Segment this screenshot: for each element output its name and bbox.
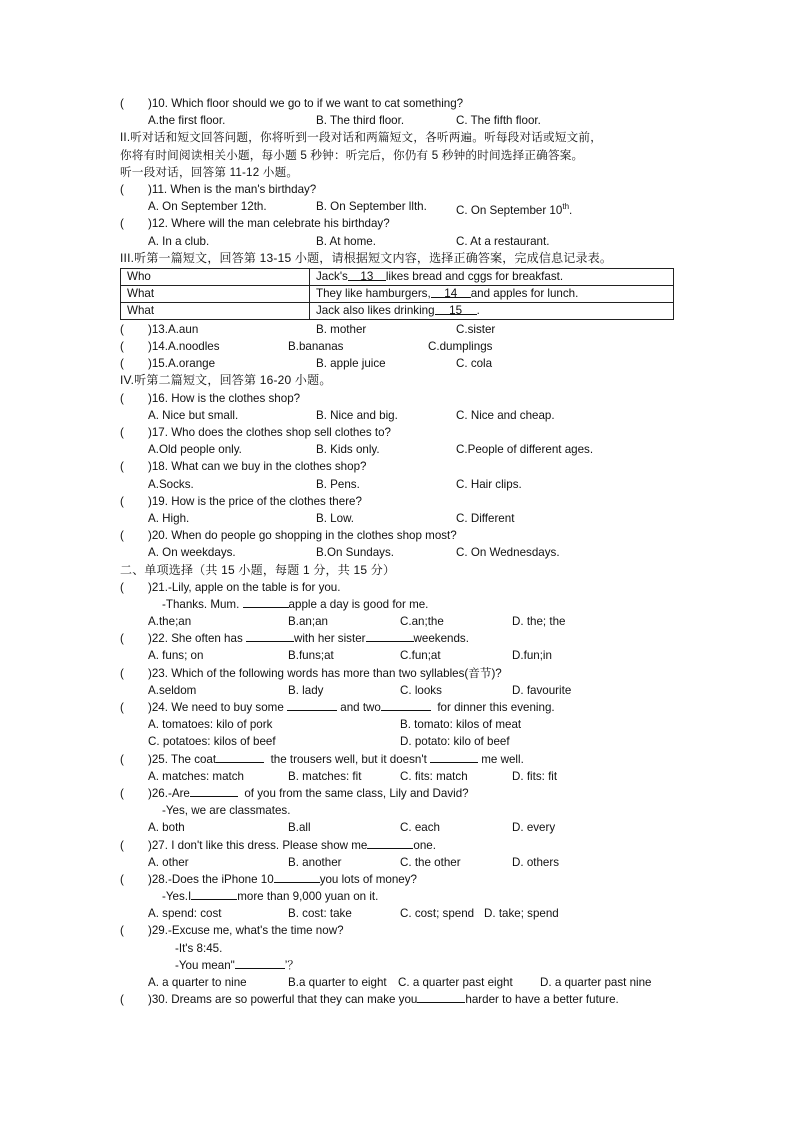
option-b: B. another <box>288 855 342 869</box>
options-19 <box>120 510 680 527</box>
table-key: What <box>121 302 310 319</box>
question-16 <box>120 390 680 407</box>
question-29-line-3 <box>120 957 680 974</box>
question-21 <box>120 579 680 596</box>
options-22 <box>120 647 680 664</box>
question-20 <box>120 527 680 544</box>
fill-blank[interactable] <box>287 699 337 711</box>
question-text <box>148 871 417 888</box>
stem-text: )22. She often has <box>148 632 243 646</box>
table-row <box>121 268 674 285</box>
option-a: A. spend: cost <box>148 907 222 921</box>
answer-paren[interactable]: ( <box>120 924 124 938</box>
option-c: C.sister <box>456 322 496 336</box>
question-14 <box>120 338 680 355</box>
fill-blank[interactable] <box>274 871 320 883</box>
option-c: C. potatoes: kilos of beef <box>148 735 276 749</box>
option-c: C. cola <box>456 357 493 371</box>
dialogue-line: -Yes, we are classmates. <box>162 804 291 818</box>
option-a: A. Nice but small. <box>148 408 239 422</box>
option-b: B.all <box>288 821 311 835</box>
option-c: C.fun;at <box>400 649 441 663</box>
table-key: What <box>121 285 310 302</box>
question-text: )29.-Excuse me, what's the time now? <box>148 924 344 938</box>
value-text: They like hamburgers, <box>316 286 431 300</box>
question-24 <box>120 699 680 716</box>
stem-text: )26.-Are <box>148 786 190 800</box>
fill-blank[interactable] <box>235 957 285 969</box>
dialogue-line <box>162 596 428 613</box>
fill-blank[interactable] <box>243 596 289 608</box>
option-b: B.bananas <box>288 340 344 354</box>
stem-text: harder to have a better future. <box>465 993 619 1007</box>
section-4-title: IV.听第二篇短文，回答第 16-20 小题。 <box>120 373 332 388</box>
ordinal-suffix: th <box>562 202 570 212</box>
question-text: )11. When is the man's birthday? <box>148 182 317 196</box>
question-13 <box>120 321 680 338</box>
value-text: . <box>476 303 480 317</box>
answer-paren[interactable]: ( <box>120 632 124 646</box>
info-record-table <box>120 268 674 320</box>
dialogue-text: ’？ <box>284 958 299 972</box>
fill-blank[interactable] <box>381 699 431 711</box>
option-a: A. tomatoes: kilo of pork <box>148 718 273 732</box>
stem-text: of you from the same class, Lily and David? <box>244 786 469 800</box>
stem-text: )28.-Does the iPhone 10 <box>148 872 274 886</box>
options-28 <box>120 905 680 922</box>
option-b: B.a quarter to eight <box>288 976 387 989</box>
options-11 <box>120 198 680 215</box>
question-text: )23. Which of the following words has more than two syllables(音节)? <box>148 666 502 680</box>
answer-paren[interactable]: ( <box>120 701 124 714</box>
stem-text: one. <box>413 838 436 852</box>
option-a: A. funs; on <box>148 649 204 663</box>
section-3-title: III.听第一篇短文，回答第 13-15 小题，请根据短文内容，选择正确答案，完成信息记录表。 <box>120 250 613 265</box>
stem-text: weekends. <box>413 632 469 646</box>
answer-paren[interactable]: ( <box>120 322 124 336</box>
option-c: C. Different <box>456 511 515 525</box>
blank-15[interactable] <box>435 303 477 315</box>
question-text <box>148 837 436 854</box>
options-23 <box>120 682 680 699</box>
value-text: Jack's <box>316 269 348 283</box>
option-b: B. On September llth. <box>316 200 427 214</box>
answer-paren[interactable]: ( <box>120 580 124 594</box>
option-b: B.funs;at <box>288 649 334 663</box>
blank-number: 14 <box>444 286 458 300</box>
option-c: C.an;the <box>400 615 444 629</box>
question-text <box>148 630 469 647</box>
option-d: D. a quarter past nine <box>540 976 652 989</box>
option-b: B. tomato: kilos of meat <box>400 718 522 732</box>
option-b: B.an;an <box>288 615 328 629</box>
options-18 <box>120 476 680 493</box>
fill-blank[interactable] <box>246 630 294 642</box>
options-26 <box>120 819 680 836</box>
option-d: D. the; the <box>512 615 566 629</box>
question-text: )15.A.orange <box>148 357 216 371</box>
options-24-row-2 <box>120 733 680 750</box>
exam-page <box>120 95 680 1008</box>
question-text: )10. Which floor should we go to if we want to cat something? <box>148 97 464 110</box>
option-b: B. Low. <box>316 511 355 525</box>
stem-text: the trousers well, but it doesn't <box>270 752 427 766</box>
option-a: A. In a club. <box>148 234 210 248</box>
option-c: C.People of different ages. <box>456 443 594 457</box>
options-16 <box>120 407 680 424</box>
table-row <box>121 285 674 302</box>
fill-blank[interactable] <box>216 751 264 763</box>
answer-paren[interactable]: ( <box>120 357 124 371</box>
dialogue-text: apple a day is good for me. <box>288 597 429 611</box>
fill-blank[interactable] <box>190 785 238 797</box>
option-a: A.the;an <box>148 615 192 629</box>
option-d: D. others <box>512 855 560 869</box>
section-2-instruction-3: 听一段对话，回答第 11-12 小题。 <box>120 165 299 179</box>
question-28 <box>120 871 680 888</box>
option-c: C. The fifth floor. <box>456 114 541 128</box>
question-text <box>148 991 619 1008</box>
blank-13[interactable] <box>348 269 386 281</box>
options-17 <box>120 441 680 458</box>
table-key: Who <box>121 268 310 285</box>
question-27 <box>120 837 680 854</box>
option-b: B. Nice and big. <box>316 408 398 422</box>
option-d: D. potato: kilo of beef <box>400 735 510 749</box>
stem-text: you lots of money? <box>319 872 418 886</box>
option-b: B. matches: fit <box>288 769 362 783</box>
answer-paren[interactable]: ( <box>120 391 124 405</box>
question-26 <box>120 785 680 802</box>
option-c: C. looks <box>400 683 442 697</box>
option-d: D. favourite <box>512 683 572 697</box>
options-25 <box>120 768 680 785</box>
dialogue-text: more than 9,000 yuan on it. <box>237 890 379 904</box>
option-a: A. other <box>148 855 189 869</box>
question-text: )16. How is the clothes shop? <box>148 391 301 405</box>
table-row <box>121 302 674 319</box>
option-a: A.the first floor. <box>148 114 226 128</box>
question-text: )21.-Lily, apple on the table is for you. <box>148 580 341 594</box>
fill-blank[interactable] <box>366 630 414 642</box>
answer-paren[interactable]: ( <box>120 494 124 508</box>
question-19 <box>120 493 680 510</box>
option-a: A. a quarter to nine <box>148 976 247 989</box>
option-c: C. Hair clips. <box>456 477 522 491</box>
answer-paren[interactable]: ( <box>120 872 124 886</box>
answer-paren[interactable]: ( <box>120 786 124 800</box>
option-a: A. On weekdays. <box>148 546 236 560</box>
options-10 <box>120 112 680 129</box>
stem-text: )30. Dreams are so powerful that they can make you <box>148 993 418 1007</box>
option-c: C. At a restaurant. <box>456 234 550 248</box>
option-c: C. fits: match <box>400 769 468 783</box>
option-d: D. take; spend <box>484 907 559 921</box>
blank-14[interactable] <box>431 286 471 298</box>
option-a: A.Old people only. <box>148 443 242 457</box>
question-text <box>148 751 524 768</box>
answer-paren[interactable]: ( <box>120 460 124 474</box>
answer-paren[interactable]: ( <box>120 426 124 439</box>
table-value <box>310 268 674 285</box>
option-b: B. cost: take <box>288 907 352 921</box>
option-a: A.seldom <box>148 683 197 697</box>
option-c: C.dumplings <box>428 340 493 354</box>
options-21 <box>120 613 680 630</box>
blank-number: 15 <box>449 303 463 317</box>
option-a: A. both <box>148 821 185 835</box>
dialogue-text: -Yes.I <box>162 890 192 904</box>
option-b: B. At home. <box>316 234 376 248</box>
stem-text: with her sister <box>293 632 366 646</box>
question-10 <box>120 95 680 112</box>
dialogue-text: -Thanks. Mum. <box>162 597 240 611</box>
question-29-line-2 <box>120 940 680 957</box>
grammar-section-title: 二、单项选择（共 15 小题，每题 1 分，共 15 分） <box>120 562 396 577</box>
stem-text: for dinner this evening. <box>437 701 555 714</box>
options-20 <box>120 544 680 561</box>
question-25 <box>120 751 680 768</box>
option-c: C. each <box>400 821 440 835</box>
option-b: B. lady <box>288 683 324 697</box>
option-b: B.On Sundays. <box>316 546 394 560</box>
value-text: and apples for lunch. <box>470 286 579 300</box>
option-b: B. mother <box>316 322 367 336</box>
stem-text: )25. The coat <box>148 752 217 766</box>
answer-paren[interactable]: ( <box>120 182 124 196</box>
table-value <box>310 302 674 319</box>
blank-number: 13 <box>360 269 374 283</box>
question-text <box>148 699 555 716</box>
answer-paren[interactable]: ( <box>120 340 124 354</box>
option-c: C. cost; spend <box>400 907 475 921</box>
section-2-instruction-1: II.听对话和短文回答问题，你将听到一段对话和两篇短文，各听两遍。听每段对话或短文前， <box>120 131 603 145</box>
question-21-line-2 <box>120 596 680 613</box>
question-text: )12. Where will the man celebrate his birthday? <box>148 217 390 231</box>
question-29 <box>120 922 680 939</box>
question-15 <box>120 355 680 372</box>
dialogue-line: -It's 8:45. <box>175 941 223 955</box>
option-c: C. Nice and cheap. <box>456 408 555 422</box>
answer-paren[interactable]: ( <box>120 993 124 1007</box>
question-22 <box>120 630 680 647</box>
question-18 <box>120 458 680 475</box>
option-b: B. Kids only. <box>316 443 380 457</box>
question-28-line-2 <box>120 888 680 905</box>
option-d: D. fits: fit <box>512 769 558 783</box>
value-text: Jack also likes drinking <box>316 303 435 317</box>
answer-paren[interactable]: ( <box>120 97 124 110</box>
table-value <box>310 285 674 302</box>
dialogue-line <box>175 957 299 974</box>
stem-text: )24. We need to buy some <box>148 701 284 714</box>
answer-paren[interactable]: ( <box>120 666 124 680</box>
option-a: A.Socks. <box>148 477 194 491</box>
option-c: C. the other <box>400 855 461 869</box>
stem-text: and two <box>340 701 381 714</box>
question-17 <box>120 424 680 441</box>
question-text <box>148 785 469 802</box>
option-a: A. On September 12th. <box>148 200 267 214</box>
answer-paren[interactable]: ( <box>120 217 124 231</box>
question-11 <box>120 181 680 198</box>
option-d: D.fun;in <box>512 649 552 663</box>
answer-paren[interactable]: ( <box>120 752 124 766</box>
options-29 <box>120 974 680 991</box>
fill-blank[interactable] <box>417 991 465 1003</box>
option-b: B. The third floor. <box>316 114 405 128</box>
option-b: B. apple juice <box>316 357 386 371</box>
fill-blank[interactable] <box>191 888 237 900</box>
option-c-text: C. On September 10 <box>456 203 563 217</box>
dialogue-line <box>162 888 378 905</box>
question-text: )18. What can we buy in the clothes shop? <box>148 460 367 474</box>
question-23 <box>120 665 680 682</box>
stem-text: )27. I don't like this dress. Please show me <box>148 838 368 852</box>
option-b: B. Pens. <box>316 477 360 491</box>
options-27 <box>120 854 680 871</box>
option-c-end: . <box>569 203 573 217</box>
dialogue-text: -You mean" <box>175 958 235 972</box>
options-12 <box>120 233 680 250</box>
question-text: )17. Who does the clothes shop sell clothes to? <box>148 426 391 439</box>
question-26-line-2 <box>120 802 680 819</box>
question-text: )20. When do people go shopping in the clothes shop most? <box>148 529 457 543</box>
fill-blank[interactable] <box>430 751 478 763</box>
option-d: D. every <box>512 821 556 835</box>
options-24-row-1 <box>120 716 680 733</box>
option-a: A. matches: match <box>148 769 245 783</box>
stem-text: me well. <box>481 752 524 766</box>
value-text: likes bread and cggs for breakfast. <box>385 269 564 283</box>
answer-paren[interactable]: ( <box>120 838 124 852</box>
question-30 <box>120 991 680 1008</box>
fill-blank[interactable] <box>367 837 413 849</box>
question-text: )19. How is the price of the clothes there? <box>148 494 362 508</box>
answer-paren[interactable]: ( <box>120 529 124 543</box>
option-c: C. On Wednesdays. <box>456 546 560 560</box>
question-text: )14.A.noodles <box>148 340 220 354</box>
question-12 <box>120 215 680 232</box>
option-c: C. a quarter past eight <box>398 976 513 989</box>
section-2-instruction-2: 你将有时间阅读相关小题，每小题 5 秒钟：听完后，你仍有 5 秒钟的时间选择正确答案。 <box>120 148 584 162</box>
option-a: A. High. <box>148 511 190 525</box>
question-text: )13.A.aun <box>148 322 199 336</box>
